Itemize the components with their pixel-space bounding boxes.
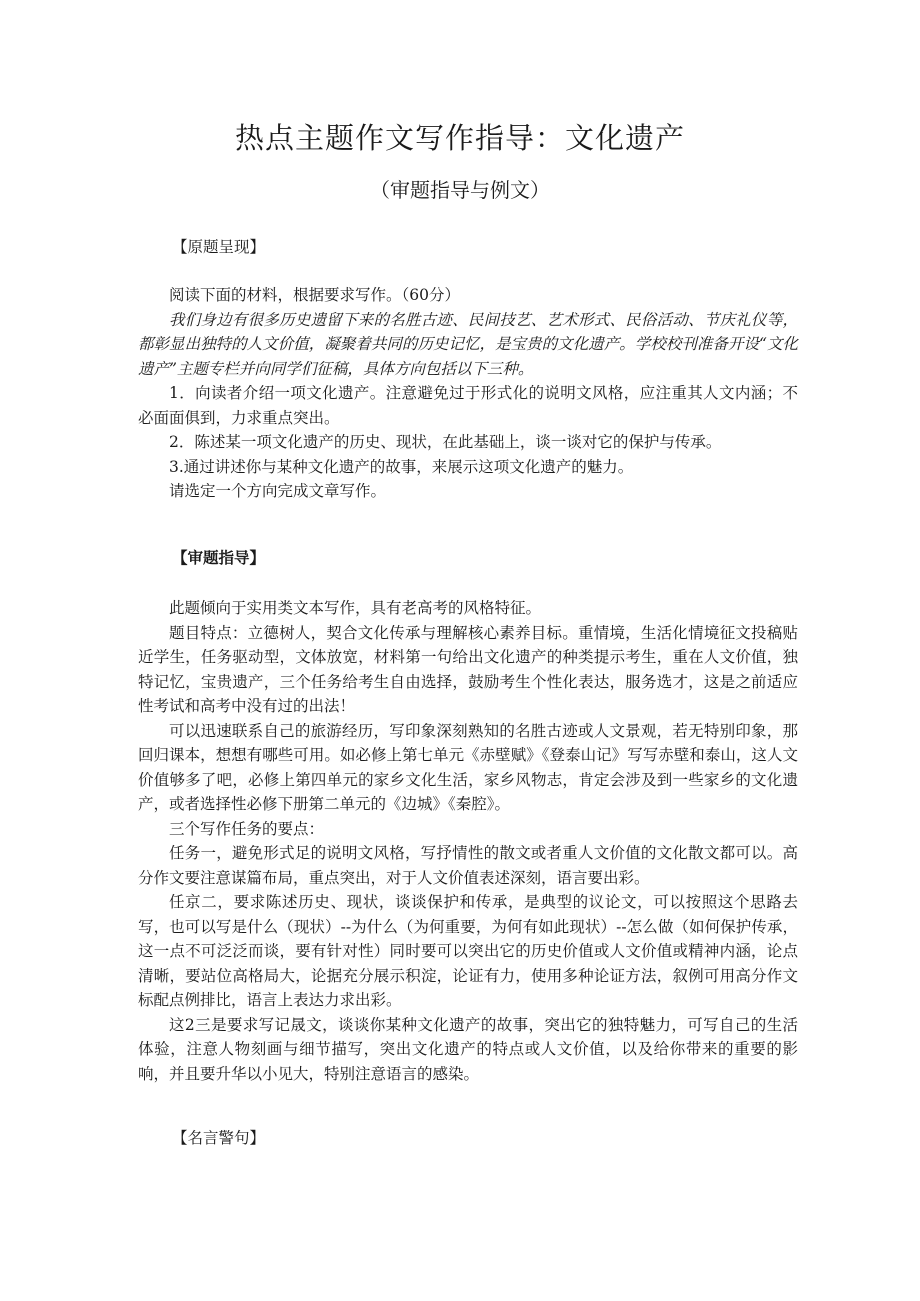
document-subtitle: （审题指导与例文）	[370, 178, 550, 202]
paragraph: 阅读下面的材料，根据要求写作。（60分）	[169, 286, 460, 304]
paragraph: 我们身边有很多历史遗留下来的名胜古迹、民间技艺、艺术形式、民俗活动、节庆礼仪等，都彰显出独特的人文价值，凝聚着共同的历史记忆，是宝贵的文化遗产。学校校刊准备开设“文化遗产”主题专栏并向同学们征稿，具体方向包括以下三种。	[138, 310, 798, 378]
paragraph: 1．向读者介绍一项文化遗产。注意避免过于形式化的说明文风格，应注重其人文内涵；不必面面俱到，力求重点突出。	[138, 384, 798, 427]
paragraph: 任务一，避免形式足的说明文风格，写抒情性的散文或者重人文价值的文化散文都可以。高分作文要注意谋篇布局，重点突出，对于人文价值表述深刻，语言要出彩。	[138, 844, 798, 887]
section-heading-original-question: 【原题呈现】	[172, 238, 266, 256]
document-title: 热点主题作文写作指导：文化遗产	[234, 121, 685, 155]
paragraph: 3.通过讲述你与某种文化遗产的故事，来展示这项文化遗产的魅力。	[169, 457, 634, 476]
paragraph: 三个写作任务的要点：	[169, 819, 325, 838]
paragraph: 题目特点：立德树人，契合文化传承与理解核心素养目标。重情境，生活化情境征文投稿贴近学生，任务驱动型，文体放宽，材料第一句给出文化遗产的种类提示考生，重在人文价值，独特记忆，宝贵遗产，三个任务给考生自由选择，鼓励考生个性化表达，服务选才，这是之前适应性考试和高考中没有过的出法！	[138, 623, 798, 715]
paragraph: 请选定一个方向完成文章写作。	[169, 482, 387, 500]
paragraph: 这2三是要求写记晟文，谈谈你某种文化遗产的故事，突出它的独特魅力，可写自己的生活体验，注意人物刻画与细节描写，突出文化遗产的特点或人文价值，以及给你带来的重要的影响，并且要升华以小见大，特别注意语言的感染。	[138, 1015, 798, 1083]
original-question-body	[138, 283, 798, 504]
paragraph: 此题倾向于实用类文本写作，具有老高考的风格特征。	[169, 599, 542, 617]
paragraph: 可以迅速联系自己的旅游经历，写印象深刻熟知的名胜古迹或人文景观，若无特别印象，那回归课本，想想有哪些可用。如必修上第七单元《赤壁赋》《登泰山记》写写赤壁和泰山，这人文价值够多了吧，必修上第四单元的家乡文化生活，家乡风物志，肯定会涉及到一些家乡的文化遗产，或者选择性必修下册第二单元的《边城》《秦腔》。	[138, 721, 798, 813]
paragraph: 任京二，要求陈述历史、现状，谈谈保护和传承，是典型的议论文，可以按照这个思路去写，也可以写是什么（现状）--为什么（为何重要，为何有如此现状）--怎么做（如何保护传承，这一点不可泛泛而谈，要有针对性）同时要可以突出它的历史价值或人文价值或精神内涵，论点清晰，要站位高格局大，论据充分展示积淀，论证有力，使用多种论证方法，叙例可用高分作文标配点例排比，语言上表达力求出彩。	[138, 893, 798, 1009]
analysis-guide-body	[138, 596, 798, 1086]
section-heading-famous-quotes: 【名言警句】	[172, 1129, 266, 1147]
section-heading-analysis-guide: 【审题指导】	[172, 548, 266, 567]
paragraph: 2．陈述某一项文化遗产的历史、现状，在此基础上，谈一谈对它的保护与传承。	[169, 433, 722, 451]
